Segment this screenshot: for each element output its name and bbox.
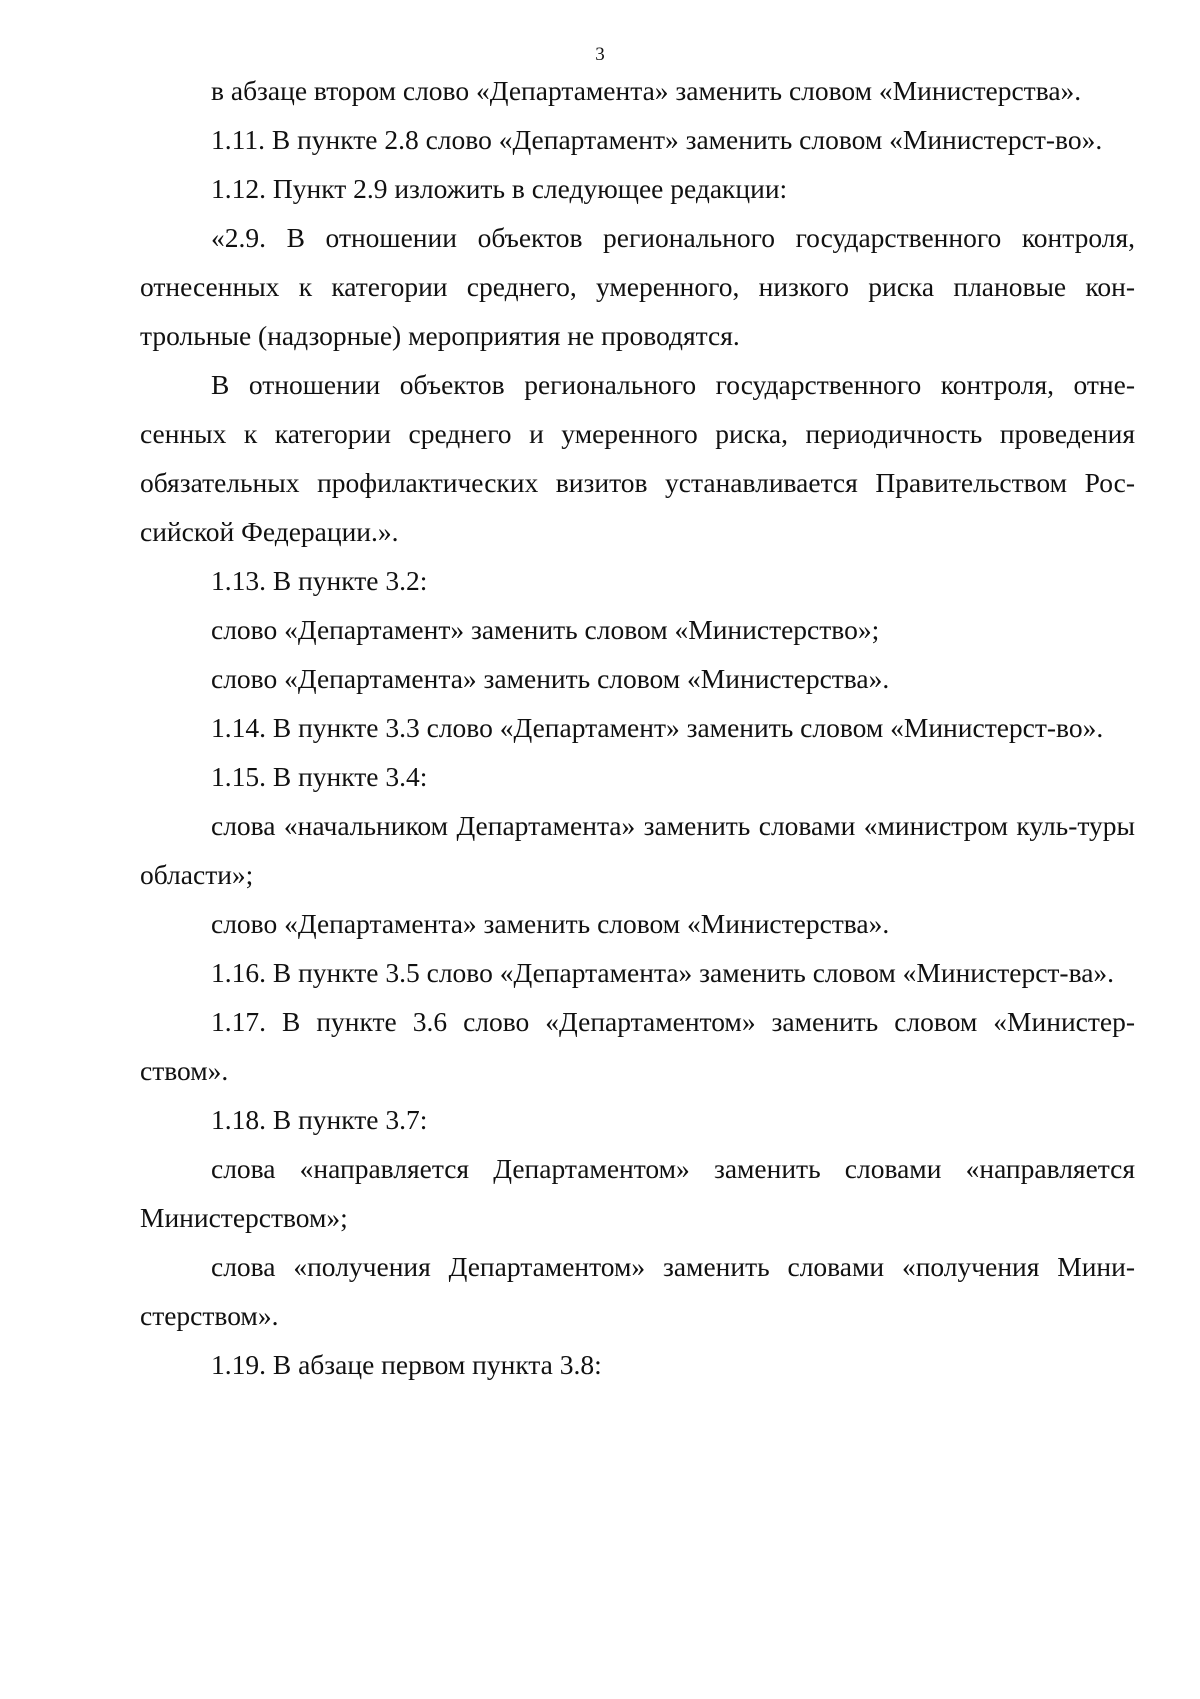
paragraph: 1.17. В пункте 3.6 слово «Департаментом» заменить словом «Министер-ством». <box>140 1006 1135 1086</box>
paragraph: 1.19. В абзаце первом пункта 3.8: <box>211 1349 602 1380</box>
paragraph: 1.13. В пункте 3.2: <box>211 565 428 596</box>
paragraph: 1.16. В пункте 3.5 слово «Департамента» заменить словом «Министерст-ва». <box>211 957 1115 988</box>
paragraph: 1.15. В пункте 3.4: <box>211 761 428 792</box>
paragraph: 1.14. В пункте 3.3 слово «Департамент» заменить словом «Министерст-во». <box>211 712 1104 743</box>
paragraph: слово «Департамента» заменить словом «Министерства». <box>211 908 890 939</box>
paragraph: слова «получения Департаментом» заменить словами «получения Мини-стерством». <box>140 1251 1135 1331</box>
paragraph: в абзаце втором слово «Департамента» заменить словом «Министерства». <box>211 75 1082 106</box>
document-body <box>140 66 1135 1389</box>
paragraph: В отношении объектов регионального государственного контроля, отне-сенных к категории среднего и умеренного риска, периодичность проведения обязательных профилактических визитов устанавливается Правительством Рос-сийской Федерации.». <box>140 369 1135 547</box>
paragraph: слова «начальником Департамента» заменить словами «министром куль-туры области»; <box>140 810 1135 890</box>
page-number: 3 <box>595 44 605 65</box>
paragraph: 1.18. В пункте 3.7: <box>211 1104 428 1135</box>
paragraph: слова «направляется Департаментом» заменить словами «направляется Министерством»; <box>140 1153 1135 1233</box>
paragraph: 1.12. Пункт 2.9 изложить в следующее редакции: <box>211 173 788 204</box>
paragraph: слово «Департамента» заменить словом «Министерства». <box>211 663 890 694</box>
paragraph: слово «Департамент» заменить словом «Министерство»; <box>211 614 880 645</box>
paragraph: «2.9. В отношении объектов регионального государственного контроля, отнесенных к категории среднего, умеренного, низкого риска плановые кон-трольные (надзорные) мероприятия не проводятся. <box>140 222 1135 351</box>
paragraph: 1.11. В пункте 2.8 слово «Департамент» заменить словом «Министерст-во». <box>211 124 1103 155</box>
